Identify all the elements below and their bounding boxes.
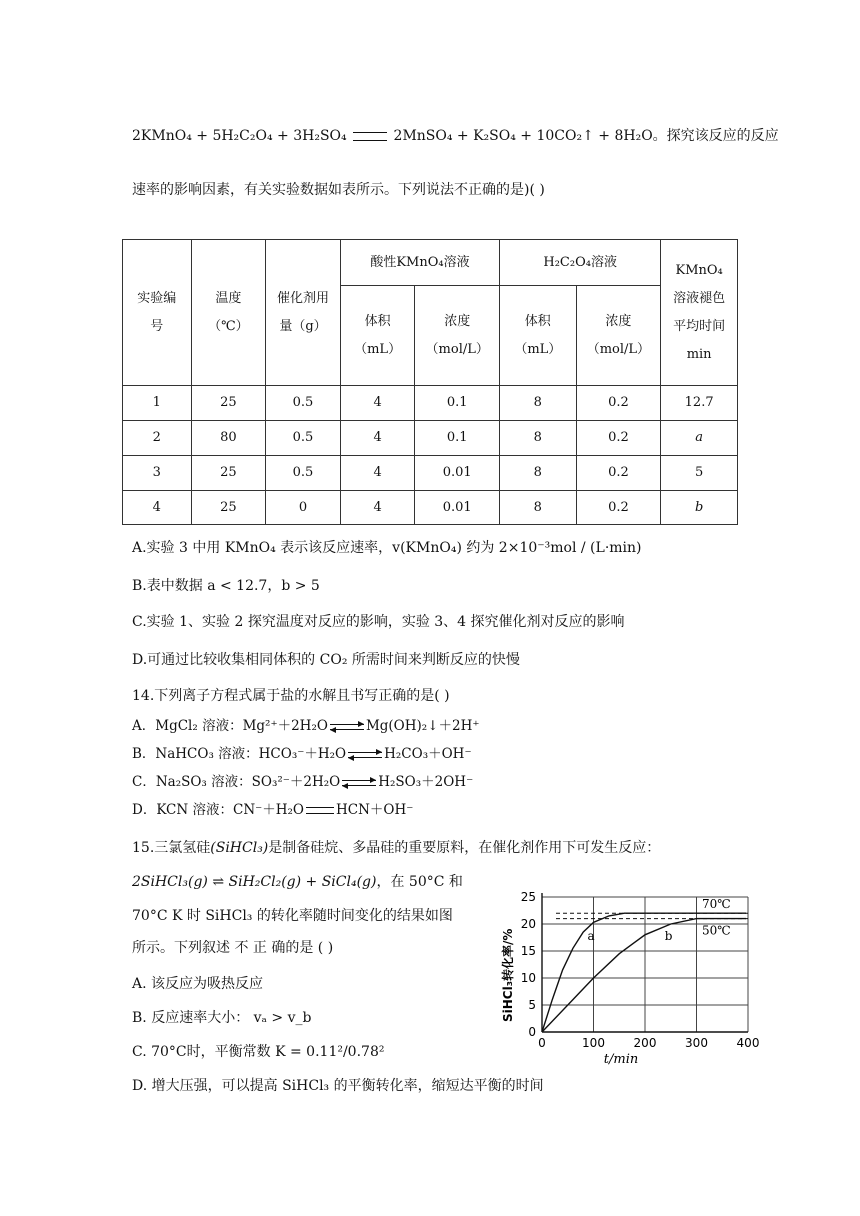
q13-option-c: C.实验 1、实验 2 探究温度对反应的影响，实验 3、4 探究催化剂对反应的影响 (132, 614, 625, 630)
equilibrium-arrow-icon (330, 722, 364, 732)
conversion-chart (498, 885, 760, 1067)
th-h2c2o4-vol: 体积（mL） (500, 286, 576, 386)
th-exp: 实验编号 (123, 240, 192, 386)
cell: 25 (191, 491, 266, 525)
q14-option-a (132, 716, 480, 736)
series-label: 50℃ (702, 923, 731, 938)
y-tick-label: 25 (520, 890, 536, 904)
q14-stem: 14.下列离子方程式属于盐的水解且书写正确的是( ) (132, 688, 450, 704)
q14-c-left: SO₃²⁻＋2H₂O (251, 774, 341, 790)
q13-reactants: 2KMnO₄ + 5H₂C₂O₄ + 3H₂SO₄ (132, 128, 347, 144)
q14-a-label: A．MgCl₂ 溶液： (132, 718, 243, 734)
cell: 0 (266, 491, 341, 525)
cell: 4 (340, 421, 415, 456)
q15-line4: 所示。下列叙述 不 正 确的是 ( ) (132, 940, 334, 956)
q14-d-label: D．KCN 溶液： (132, 802, 233, 818)
equilibrium-arrow-icon (348, 750, 382, 760)
cell: 4 (340, 491, 415, 525)
q13-option-a: A.实验 3 中用 KMnO₄ 表示该反应速率，v(KMnO₄) 约为 2×10⁻³mol / (L·min) (132, 540, 642, 556)
y-tick-label: 15 (520, 944, 536, 958)
table-row (123, 386, 738, 421)
cell: 0.5 (266, 456, 341, 491)
x-tick-label: 400 (736, 1036, 760, 1050)
q14-d-left: CN⁻＋H₂O (232, 802, 305, 818)
experiment-table (122, 239, 738, 525)
cell: 0.01 (415, 491, 500, 525)
cell: 8 (500, 456, 576, 491)
th-catalyst: 催化剂用量（g） (266, 240, 341, 386)
equals-arrow-icon (306, 807, 334, 814)
th-kmno4-conc: 浓度（mol/L） (415, 286, 500, 386)
cell: 0.1 (415, 421, 500, 456)
q14-option-d (132, 800, 413, 820)
cell: 0.2 (576, 491, 661, 525)
q13-option-d: D.可通过比较收集相同体积的 CO₂ 所需时间来判断反应的快慢 (132, 652, 520, 668)
cell: 4 (340, 456, 415, 491)
q14-b-left: HCO₃⁻＋H₂O (258, 746, 347, 762)
cell: 0.2 (576, 456, 661, 491)
q14-c-label: C．Na₂SO₃ 溶液： (132, 774, 252, 790)
y-tick-label: 0 (528, 1025, 536, 1039)
cell: 0.01 (415, 456, 500, 491)
q14-a-right: Mg(OH)₂↓＋2H⁺ (365, 718, 480, 734)
th-kmno4: 酸性KMnO₄溶液 (340, 240, 499, 286)
q15-reaction: 2SiHCl₃(g) ⇌ SiH₂Cl₂(g) + SiCl₄(g) (132, 874, 377, 890)
cell: 0.2 (576, 421, 661, 456)
q13-products: 2MnSO₄ + K₂SO₄ + 10CO₂↑ + 8H₂O (393, 128, 653, 144)
cell: 8 (500, 386, 576, 421)
cell: 25 (191, 456, 266, 491)
cell: 2 (123, 421, 192, 456)
cell: 3 (123, 456, 192, 491)
q15-line3: 70°C K 时 SiHCl₃ 的转化率随时间变化的结果如图 (132, 908, 453, 924)
cell: 80 (191, 421, 266, 456)
q14-b-right: H₂CO₃＋OH⁻ (384, 746, 472, 762)
th-h2c2o4: H₂C₂O₄溶液 (500, 240, 661, 286)
q15-option-c: C. 70°C时，平衡常数 K = 0.11²/0.78² (132, 1044, 385, 1060)
equals-arrow-icon (353, 132, 387, 141)
th-kmno4-vol: 体积（mL） (340, 286, 415, 386)
q15-stem (132, 838, 660, 858)
table-row (123, 491, 738, 525)
q15-option-b: B. 反应速率大小： vₐ > v_b (132, 1010, 312, 1026)
equilibrium-arrow-icon (342, 778, 376, 788)
y-axis-label: SiHCl₃转化率/% (501, 928, 515, 1022)
cell: 0.5 (266, 421, 341, 456)
q14-d-right: HCN＋OH⁻ (336, 802, 414, 818)
th-h2c2o4-conc: 浓度（mol/L） (576, 286, 661, 386)
q13-option-b: B.表中数据 a < 12.7，b > 5 (132, 578, 320, 594)
y-tick-label: 10 (520, 971, 536, 985)
q15-stem-a: 15.三氯氢硅 (132, 840, 211, 856)
y-tick-label: 20 (520, 917, 536, 931)
q15-line2-tail: ，在 50°C 和 (376, 874, 463, 890)
q15-stem-b: 是制备硅烷、多晶硅的重要原料，在催化剂作用下可发生反应： (268, 840, 661, 856)
cell: 5 (661, 456, 738, 491)
th-temp: 温度（℃） (191, 240, 266, 386)
chart-svg (498, 885, 760, 1067)
x-tick-label: 200 (633, 1036, 657, 1050)
point-label: b (664, 929, 673, 943)
cell: 0.2 (576, 386, 661, 421)
cell: 8 (500, 421, 576, 456)
series-label: 70℃ (702, 897, 731, 912)
q15-formula: (SiHCl₃) (210, 840, 269, 856)
cell: 0.1 (415, 386, 500, 421)
table-row (123, 456, 738, 491)
q15-option-d: D. 增大压强，可以提高 SiHCl₃ 的平衡转化率，缩短达平衡的时间 (132, 1078, 544, 1094)
q15-option-a: A. 该反应为吸热反应 (132, 976, 264, 992)
q13-intro-tail: 。探究该反应的反应 (652, 128, 779, 144)
cell: b (661, 491, 738, 525)
cell: a (661, 421, 738, 456)
table-row (123, 421, 738, 456)
q13-intro-line2: 速率的影响因素，有关实验数据如表所示。下列说法不正确的是)( ) (132, 182, 545, 198)
q14-option-c (132, 772, 473, 792)
x-tick-label: 100 (582, 1036, 605, 1050)
point-label: a (587, 929, 595, 943)
cell: 4 (340, 386, 415, 421)
q14-a-left: Mg²⁺＋2H₂O (242, 718, 328, 734)
q14-c-right: H₂SO₃＋2OH⁻ (378, 774, 474, 790)
cell: 0.5 (266, 386, 341, 421)
x-tick-label: 0 (538, 1036, 546, 1050)
q15-line2 (132, 872, 463, 892)
q14-b-label: B．NaHCO₃ 溶液： (132, 746, 259, 762)
y-tick-label: 5 (528, 998, 536, 1012)
th-time: KMnO₄溶液褪色平均时间min (661, 240, 738, 386)
x-axis-label: t/min (603, 1052, 639, 1067)
q13-equation-line (132, 126, 779, 146)
q14-option-b (132, 744, 472, 764)
cell: 1 (123, 386, 192, 421)
cell: 25 (191, 386, 266, 421)
cell: 4 (123, 491, 192, 525)
cell: 12.7 (661, 386, 738, 421)
cell: 8 (500, 491, 576, 525)
x-tick-label: 300 (685, 1036, 708, 1050)
